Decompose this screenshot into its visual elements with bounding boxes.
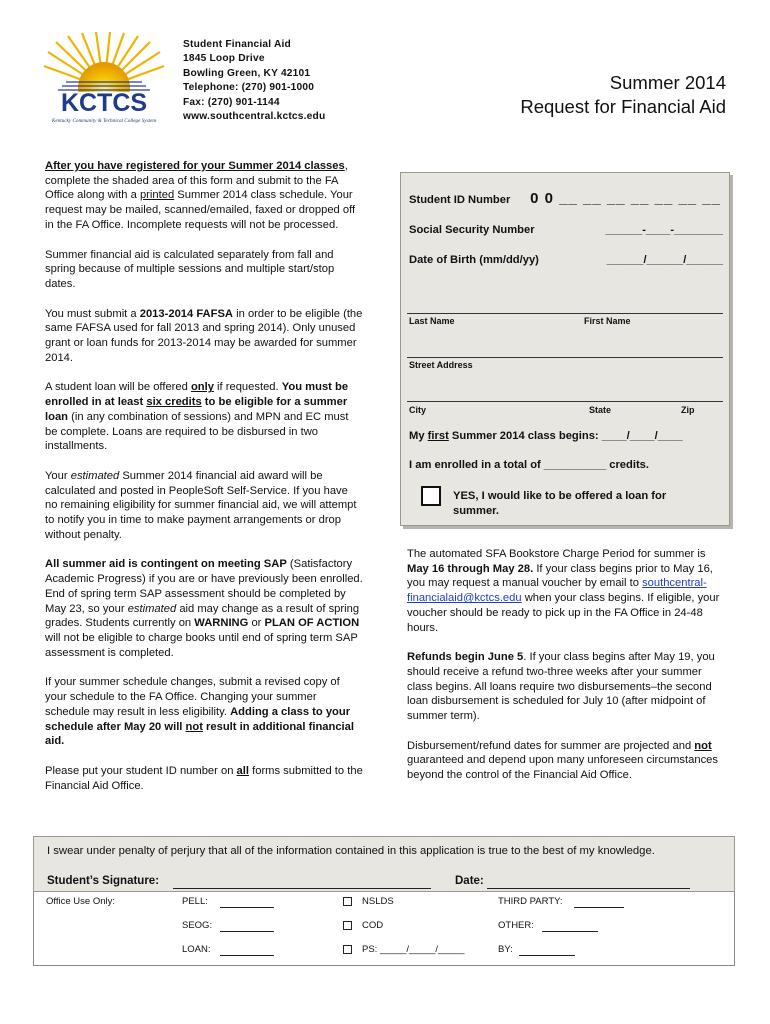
- text-span: Summer 2014 class schedule. Your request may be mailed, scanned/emailed, faxed or dropped off in the FA Office. Incomplete requests will not be processed.: [45, 189, 356, 231]
- text-span: will not be eligible to charge books until end of spring term SAP assessment is completed.: [45, 631, 358, 659]
- signature-date-label: Date:: [455, 875, 484, 887]
- student-id-note: [45, 764, 363, 793]
- text-span: PLAN OF ACTION: [264, 617, 360, 630]
- bookstore-refund-column: [407, 547, 730, 798]
- title-line-2: Request for Financial Aid: [520, 96, 726, 117]
- office-use-section: [33, 892, 735, 966]
- svg-text:Kentucky Community & Technical: Kentucky Community & Technical College System: [51, 118, 157, 124]
- seog-label: SEOG:: [182, 920, 213, 931]
- address-line: 1845 Loop Drive: [183, 53, 265, 65]
- text-span: if requested.: [213, 381, 282, 394]
- text-span: Summer 2014 financial aid award will be calculated and posted in PeopleSoft Self-Service. If you have no remaining eligibility for summer financial aid, we will attempt to notify you in time to make payment arrangements or drop without penalty.: [45, 469, 357, 541]
- text-span: printed: [139, 189, 175, 202]
- registration-note: After you have registered for your Summer 2014 classes: [45, 160, 345, 172]
- student-id-label: Student ID Number: [409, 194, 511, 206]
- financial-aid-email-link[interactable]: southcentral-financialaid@kctcs.edu: [407, 577, 707, 605]
- address-line: Fax: (270) 901-1144: [183, 96, 280, 108]
- text-span: All summer aid is contingent on meeting SAP: [45, 558, 287, 571]
- text-span: . If your class begins after May 19, you should receive a refund two-three weeks after your summer class begins. All loans require two disbursements–the second loan disbursement is scheduled for July 10 (after midpoint of summer term).: [407, 651, 715, 723]
- text-span: , complete the shaded area of this form and submit to the FA Office along with a: [45, 160, 348, 202]
- ps-checkbox[interactable]: [343, 945, 352, 954]
- text-span: WARNING: [194, 617, 249, 630]
- student-request-form: [400, 172, 730, 526]
- disbursement-paragraph: [407, 739, 730, 783]
- schedule-change-paragraph: [45, 675, 363, 749]
- other-label: OTHER:: [498, 920, 534, 931]
- text-span: guaranteed and depend upon many unforeseen circumstances beyond the control of the Financial Aid Office.: [407, 754, 718, 782]
- third-party-label: THIRD PARTY:: [498, 896, 563, 907]
- text-span: If your summer schedule changes, submit a revised copy of your schedule to the FA Office. Changing your summer schedule may result in less eligibility.: [45, 676, 340, 718]
- text-span: forms submitted to the Financial Aid Office.: [45, 764, 363, 792]
- text-span: Your: [45, 469, 71, 482]
- first-name-label: First Name: [584, 316, 631, 326]
- name-field-line[interactable]: [407, 313, 723, 314]
- first-class-date-field[interactable]: [409, 430, 683, 442]
- text-span: Disbursement/refund dates for summer are projected and: [407, 739, 695, 752]
- zip-label: Zip: [681, 405, 695, 415]
- pell-field[interactable]: [220, 907, 274, 908]
- text-span: The automated SFA Bookstore Charge Period for summer is: [407, 548, 706, 560]
- cod-label: COD: [362, 920, 384, 931]
- text-span: only: [190, 381, 214, 394]
- seog-field[interactable]: [220, 931, 274, 932]
- sap-paragraph: [45, 557, 363, 660]
- office-use-label: Office Use Only:: [46, 896, 115, 907]
- address-line: Bowling Green, KY 42101: [183, 67, 311, 79]
- kctcs-logo: [42, 32, 166, 128]
- page-title: [520, 71, 726, 119]
- address-line: www.southcentral.kctcs.edu: [183, 111, 326, 123]
- instructions-column: [45, 159, 363, 808]
- text-span: to be eligible for a summer loan: [45, 396, 348, 423]
- text-span: If your class begins prior to May 16, you may request a manual voucher by email to: [407, 562, 713, 590]
- other-field[interactable]: [542, 931, 598, 932]
- ps-date-field[interactable]: PS: _____/_____/_____: [362, 944, 465, 955]
- loan-field[interactable]: [220, 955, 274, 956]
- text-span: You must be enrolled in at least: [45, 381, 349, 409]
- loan-request-checkbox[interactable]: [421, 486, 441, 506]
- street-field-line[interactable]: [407, 357, 723, 358]
- ssn-field[interactable]: ______-____-________: [605, 224, 723, 236]
- calculation-paragraph: Summer financial aid is calculated separately from fall and spring because of multiple sessions and multiple start/stop dates.: [45, 248, 335, 290]
- ssn-label: Social Security Number: [409, 224, 535, 236]
- third-party-field[interactable]: [574, 907, 624, 908]
- text-span: aid may change as a result of spring grades. Students currently on: [45, 602, 360, 630]
- loan-request-label: YES, I would like to be offered a loan for summer.: [453, 490, 667, 517]
- text-span: May 16 through May 28.: [407, 562, 534, 575]
- text-span: (Satisfactory Academic Progress) if you are or have previously been enrolled. End of spring term SAP assessment should be completed by May 23, so your: [45, 558, 363, 615]
- enrolled-credits-field[interactable]: I am enrolled in a total of __________ credits.: [409, 459, 650, 471]
- text-span: first: [427, 430, 449, 442]
- street-address-label: Street Address: [409, 360, 473, 370]
- dob-field[interactable]: ______/______/______: [606, 254, 723, 266]
- text-span: 2013-2014 FAFSA: [139, 307, 234, 320]
- text-span: not: [185, 720, 203, 733]
- text-span: result in additional financial aid.: [45, 720, 354, 748]
- svg-text:KCTCS: KCTCS: [60, 89, 148, 117]
- bookstore-paragraph: [407, 547, 730, 635]
- perjury-statement: I swear under penalty of perjury that all of the information contained in this application is true to the best of my knowledge.: [47, 845, 655, 857]
- last-name-label: Last Name: [409, 316, 455, 326]
- text-span: all: [236, 764, 249, 777]
- signature-date-field[interactable]: [487, 888, 690, 889]
- office-address: [183, 38, 325, 124]
- by-field[interactable]: [519, 955, 575, 956]
- text-span: Adding a class to your schedule after May 20 will: [45, 705, 351, 733]
- estimated-award-paragraph: [45, 469, 363, 543]
- text-span: Please put your student ID number on: [45, 764, 237, 777]
- signature-section: [33, 836, 735, 892]
- text-span: not: [694, 739, 712, 752]
- text-span: Summer 2014 class begins: ____/____/____: [448, 430, 683, 442]
- loan-paragraph: [45, 380, 363, 454]
- address-line: Student Financial Aid: [183, 39, 291, 50]
- dob-label: Date of Birth (mm/dd/yy): [409, 254, 539, 266]
- text-span: You must submit a: [45, 307, 140, 320]
- state-label: State: [589, 405, 612, 415]
- student-signature-label: Student’s Signature:: [47, 875, 160, 887]
- fafsa-paragraph: [45, 307, 363, 366]
- text-span: My: [409, 430, 428, 442]
- student-id-field[interactable]: 0 0 __ __ __ __ __ __ __: [530, 190, 721, 207]
- text-span: estimated: [70, 469, 120, 482]
- by-label: BY:: [498, 944, 513, 955]
- refunds-paragraph: [407, 650, 730, 724]
- text-span: Refunds begin June 5: [407, 651, 524, 664]
- city-field-line[interactable]: [407, 401, 723, 402]
- instructions-paragraph: [45, 159, 363, 233]
- nslds-checkbox[interactable]: [343, 897, 352, 906]
- student-signature-field[interactable]: [173, 888, 431, 889]
- pell-label: PELL:: [182, 896, 208, 907]
- nslds-label: NSLDS: [362, 896, 394, 907]
- text-span: in order to be eligible (the same FAFSA used for fall 2013 and spring 2014). Only unused grant or loan funds for 2013-2014 may be awarded for summer 2014.: [45, 307, 363, 364]
- text-span: or: [248, 617, 265, 630]
- text-span: (in any combination of sessions) and MPN and EC must be complete. Loans are required to be disbursed in two installments.: [45, 410, 349, 453]
- city-label: City: [409, 405, 427, 415]
- text-span: A student loan will be offered: [45, 381, 191, 394]
- text-span: six credits: [146, 396, 202, 409]
- cod-checkbox[interactable]: [343, 921, 352, 930]
- text-span: when your class begins. If eligible, your voucher should be ready to pick up in the FA Office in 24-48 hours.: [407, 592, 720, 634]
- address-line: Telephone: (270) 901-1000: [183, 82, 315, 94]
- text-span: estimated: [127, 602, 177, 615]
- title-line-1: Summer 2014: [609, 72, 726, 93]
- loan-label: LOAN:: [182, 944, 211, 955]
